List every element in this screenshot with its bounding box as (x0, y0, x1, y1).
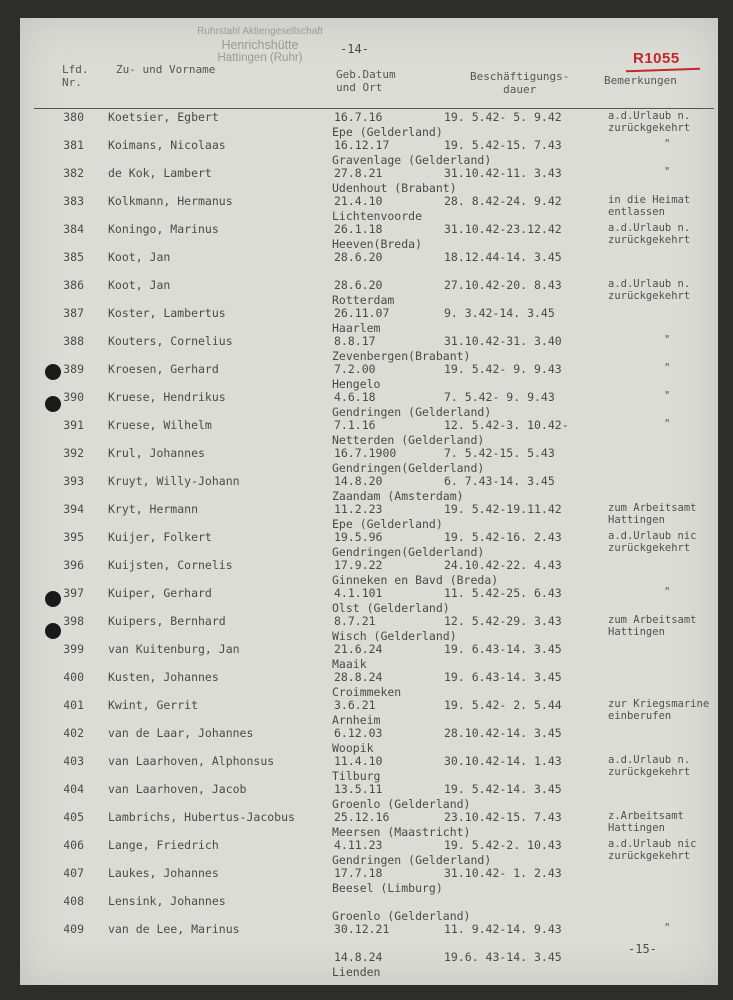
row-remark-line: zurückgekehrt (608, 122, 691, 134)
row-employment-period: 19. 6.43-14. 3.45 (444, 670, 562, 684)
row-name: van Laarhoven, Alphonsus (108, 754, 275, 768)
punch-hole (45, 364, 61, 380)
row-employment-period: 24.10.42-22. 4.43 (444, 558, 562, 572)
row-employment-period: 23.10.42-15. 7.43 (444, 810, 562, 824)
row-birth-place: Arnheim (332, 713, 381, 727)
row-remark-line: a.d.Urlaub nic (608, 838, 697, 850)
row-employment-period: 31.10.42-11. 3.43 (444, 166, 562, 180)
row-name: van Kuitenburg, Jan (108, 642, 240, 656)
row-name: Kuipers, Bernhard (108, 614, 226, 628)
table-row (20, 110, 718, 139)
table-row (20, 222, 718, 251)
table-row (20, 166, 718, 195)
row-name: Lambrichs, Hubertus-Jacobus (108, 810, 295, 824)
row-name: van Laarhoven, Jacob (108, 782, 247, 796)
row-name: Koot, Jan (108, 278, 171, 292)
row-remark-line: zur Kriegsmarine (608, 698, 710, 710)
header-divider (34, 108, 714, 109)
row-number: 389 (63, 362, 84, 376)
table-row (20, 446, 718, 475)
row-birth-date: 21.6.24 (334, 642, 383, 656)
row-name: Kusten, Johannes (108, 670, 219, 684)
row-remarks (608, 922, 670, 934)
row-number: 399 (63, 642, 84, 656)
row-number: 401 (63, 698, 84, 712)
row-number: 384 (63, 222, 84, 236)
row-remarks (608, 698, 709, 722)
header-employment-line2: dauer (503, 83, 537, 96)
row-remarks (608, 166, 670, 178)
row-birth-place: Maaik (332, 657, 367, 671)
row-number: 381 (63, 138, 84, 152)
table-row (20, 950, 718, 979)
row-employment-period: 19.6. 43-14. 3.45 (444, 950, 562, 964)
row-remarks (608, 418, 670, 430)
page-number-top: -14- (340, 42, 369, 56)
row-employment-period: 6. 7.43-14. 3.45 (444, 474, 555, 488)
row-birth-date: 16.7.16 (334, 110, 383, 124)
row-name: Kruese, Wilhelm (108, 418, 212, 432)
row-birth-place: Udenhout (Brabant) (332, 181, 457, 195)
table-row (20, 362, 718, 391)
row-birth-date: 21.4.10 (334, 194, 383, 208)
row-remark-line: Hattingen (608, 822, 665, 834)
row-birth-date: 27.8.21 (334, 166, 383, 180)
row-employment-period: 31.10.42-23.12.42 (444, 222, 562, 236)
row-birth-date: 26.1.18 (334, 222, 383, 236)
table-row (20, 586, 718, 615)
row-birth-place: Zaandam (Amsterdam) (332, 489, 464, 503)
row-birth-place: Gravenlage (Gelderland) (332, 153, 492, 167)
row-remark-line: zurückgekehrt (608, 766, 691, 778)
stamp-line-1: Ruhrstahl Aktiengesellschaft (197, 26, 323, 37)
row-employment-period: 7. 5.42- 9. 9.43 (444, 390, 555, 404)
header-nr-line2: Nr. (62, 76, 82, 89)
row-name: Kuijsten, Cornelis (108, 558, 233, 572)
header-name: Zu- und Vorname (116, 63, 216, 76)
row-birth-place: Haarlem (332, 321, 381, 335)
row-number: 400 (63, 670, 84, 684)
row-employment-period: 12. 5.42-3. 10.42- (444, 418, 569, 432)
row-remark-line: " (664, 166, 671, 178)
row-birth-place: Woopik (332, 741, 374, 755)
header-birth (336, 68, 396, 94)
row-birth-date: 28.6.20 (334, 278, 383, 292)
row-birth-place: Epe (Gelderland) (332, 125, 443, 139)
row-employment-period: 11. 9.42-14. 9.43 (444, 922, 562, 936)
row-number: 403 (63, 754, 84, 768)
row-employment-period: 28.10.42-14. 3.45 (444, 726, 562, 740)
row-birth-date: 13.5.11 (334, 782, 383, 796)
row-birth-place: Groenlo (Gelderland) (332, 797, 471, 811)
row-remarks (608, 530, 697, 554)
row-remarks (608, 334, 670, 346)
row-birth-place: Lichtenvoorde (332, 209, 423, 223)
row-birth-date: 7.2.00 (334, 362, 376, 376)
row-number: 393 (63, 474, 84, 488)
row-remark-line: " (664, 138, 671, 150)
row-name: Kroesen, Gerhard (108, 362, 219, 376)
row-birth-place: Tilburg (332, 769, 381, 783)
row-number: 406 (63, 838, 84, 852)
row-number: 397 (63, 586, 84, 600)
row-number: 387 (63, 306, 84, 320)
row-birth-place: Wisch (Gelderland) (332, 629, 457, 643)
row-birth-date: 25.12.16 (334, 810, 390, 824)
table-row (20, 866, 718, 895)
row-number: 395 (63, 530, 84, 544)
row-name: Lange, Friedrich (108, 838, 219, 852)
row-employment-period: 19. 5.42-14. 3.45 (444, 782, 562, 796)
row-remark-line: " (664, 418, 671, 430)
row-name: Koningo, Marinus (108, 222, 219, 236)
row-remarks (608, 138, 670, 150)
row-employment-period: 19. 5.42- 9. 9.43 (444, 362, 562, 376)
header-nr (62, 63, 89, 89)
row-birth-place: Epe (Gelderland) (332, 517, 443, 531)
row-employment-period: 19. 6.43-14. 3.45 (444, 642, 562, 656)
stamp-line-2: Henrichshütte (221, 37, 299, 52)
archive-number: R1055 (633, 50, 680, 67)
row-name: Kruyt, Willy-Johann (108, 474, 240, 488)
table-row (20, 614, 718, 643)
table-row (20, 194, 718, 223)
table-row (20, 334, 718, 363)
row-birth-date: 11.2.23 (334, 502, 383, 516)
punch-hole (45, 591, 61, 607)
row-remarks (608, 390, 670, 402)
row-number: 409 (63, 922, 84, 936)
header-employment (470, 70, 569, 96)
row-birth-place: Rotterdam (332, 293, 395, 307)
row-number: 404 (63, 782, 84, 796)
row-birth-date: 11.4.10 (334, 754, 383, 768)
row-birth-date: 7.1.16 (334, 418, 376, 432)
row-remark-line: a.d.Urlaub n. (608, 222, 691, 234)
row-employment-period: 19. 5.42-2. 10.43 (444, 838, 562, 852)
row-birth-date: 26.11.07 (334, 306, 390, 320)
table-row (20, 558, 718, 587)
row-employment-period: 30.10.42-14. 1.43 (444, 754, 562, 768)
row-birth-date: 19.5.96 (334, 530, 383, 544)
row-employment-period: 31.10.42- 1. 2.43 (444, 866, 562, 880)
header-employment-line1: Beschäftigungs- (470, 70, 570, 83)
row-birth-place: Gendringen(Gelderland) (332, 461, 485, 475)
table-row (20, 922, 718, 942)
row-employment-period: 9. 3.42-14. 3.45 (444, 306, 555, 320)
row-remarks (608, 586, 670, 598)
row-remark-line: z.Arbeitsamt (608, 810, 684, 822)
header-birth-line2: und Ort (336, 81, 383, 94)
row-name: de Kok, Lambert (108, 166, 212, 180)
row-remark-line: zurückgekehrt (608, 850, 691, 862)
header-nr-line1: Lfd. (62, 63, 89, 76)
header-remarks: Bemerkungen (604, 74, 677, 87)
row-remarks (608, 362, 670, 374)
row-number: 380 (63, 110, 84, 124)
punch-hole (45, 396, 61, 412)
row-name: Koimans, Nicolaas (108, 138, 226, 152)
row-employment-period: 19. 5.42-19.11.42 (444, 502, 562, 516)
table-row (20, 530, 718, 559)
row-name: Koot, Jan (108, 250, 171, 264)
row-birth-date: 8.8.17 (334, 334, 376, 348)
table-row (20, 474, 718, 503)
row-number: 402 (63, 726, 84, 740)
row-number: 392 (63, 446, 84, 460)
row-number: 382 (63, 166, 84, 180)
row-employment-period: 11. 5.42-25. 6.43 (444, 586, 562, 600)
row-birth-place: Heeven(Breda) (332, 237, 423, 251)
row-remark-line: in die Heimat (608, 194, 691, 206)
row-number: 408 (63, 894, 84, 908)
row-remark-line: einberufen (608, 710, 672, 722)
table-row (20, 502, 718, 531)
row-number: 385 (63, 250, 84, 264)
row-birth-date: 3.6.21 (334, 698, 376, 712)
row-remarks (608, 838, 697, 862)
table-row (20, 250, 718, 270)
row-number: 407 (63, 866, 84, 880)
row-remark-line: zurückgekehrt (608, 542, 691, 554)
table-row (20, 810, 718, 839)
table-row (20, 782, 718, 811)
row-number: 405 (63, 810, 84, 824)
row-remarks (608, 810, 684, 834)
row-employment-period: 18.12.44-14. 3.45 (444, 250, 562, 264)
stamp-line-3: Hattingen (Ruhr) (217, 51, 303, 64)
row-birth-place: Groenlo (Gelderland) (332, 909, 471, 923)
row-birth-date: 28.6.20 (334, 250, 383, 264)
table-row (20, 306, 718, 335)
row-birth-place: Gendringen (Gelderland) (332, 405, 492, 419)
row-name: Kruese, Hendrikus (108, 390, 226, 404)
row-remarks (608, 614, 697, 638)
row-remark-line: Hattingen (608, 514, 665, 526)
row-birth-place: Zevenbergen(Brabant) (332, 349, 471, 363)
row-name: Kuijer, Folkert (108, 530, 212, 544)
row-remarks (608, 754, 690, 778)
row-name: Koster, Lambertus (108, 306, 226, 320)
row-name: Kuiper, Gerhard (108, 586, 212, 600)
row-remarks (608, 194, 690, 218)
row-remarks (608, 110, 690, 134)
row-employment-period: 27.10.42-20. 8.43 (444, 278, 562, 292)
table-row (20, 418, 718, 447)
row-employment-period: 19. 5.42-16. 2.43 (444, 530, 562, 544)
row-name: Krul, Johannes (108, 446, 205, 460)
row-remarks (608, 278, 690, 302)
row-birth-date: 4.6.18 (334, 390, 376, 404)
row-number: 390 (63, 390, 84, 404)
row-employment-period: 19. 5.42-15. 7.43 (444, 138, 562, 152)
row-birth-date: 4.1.101 (334, 586, 383, 600)
row-employment-period: 7. 5.42-15. 5.43 (444, 446, 555, 460)
table-row (20, 754, 718, 783)
row-remark-line: zurückgekehrt (608, 234, 691, 246)
row-birth-place: Hengelo (332, 377, 381, 391)
row-birth-place: Croimmeken (332, 685, 402, 699)
row-employment-period: 28. 8.42-24. 9.42 (444, 194, 562, 208)
row-birth-date: 30.12.21 (334, 922, 390, 936)
row-name: Lensink, Johannes (108, 894, 226, 908)
row-name: Kwint, Gerrit (108, 698, 199, 712)
row-birth-date: 6.12.03 (334, 726, 383, 740)
row-name: Kolkmann, Hermanus (108, 194, 233, 208)
table-row (20, 838, 718, 867)
row-birth-date: 14.8.24 (334, 950, 383, 964)
row-birth-date: 16.7.1900 (334, 446, 397, 460)
row-name: van de Lee, Marinus (108, 922, 240, 936)
row-birth-date: 17.9.22 (334, 558, 383, 572)
header-birth-line1: Geb.Datum (336, 68, 396, 81)
row-remark-line: " (664, 362, 671, 374)
row-number: 396 (63, 558, 84, 572)
row-remark-line: a.d.Urlaub n. (608, 110, 691, 122)
row-remark-line: a.d.Urlaub nic (608, 530, 697, 542)
row-number: 398 (63, 614, 84, 628)
row-employment-period: 19. 5.42- 2. 5.44 (444, 698, 562, 712)
row-remark-line: zum Arbeitsamt (608, 614, 697, 626)
row-birth-date: 14.8.20 (334, 474, 383, 488)
row-birth-date: 8.7.21 (334, 614, 376, 628)
table-row (20, 670, 718, 699)
row-remark-line: " (664, 334, 671, 346)
row-number: 383 (63, 194, 84, 208)
row-number: 391 (63, 418, 84, 432)
row-employment-period: 19. 5.42- 5. 9.42 (444, 110, 562, 124)
row-remark-line: Hattingen (608, 626, 665, 638)
row-number: 386 (63, 278, 84, 292)
page-number-bottom: -15- (628, 942, 657, 956)
row-number: 388 (63, 334, 84, 348)
row-birth-date: 28.8.24 (334, 670, 383, 684)
row-name: Kryt, Hermann (108, 502, 199, 516)
row-remark-line: entlassen (608, 206, 665, 218)
row-birth-place: Ginneken en Bavd (Breda) (332, 573, 499, 587)
table-row (20, 894, 718, 923)
row-remark-line: " (664, 586, 671, 598)
row-remark-line: a.d.Urlaub n. (608, 754, 691, 766)
row-birth-place: Meersen (Maastricht) (332, 825, 471, 839)
table-row (20, 642, 718, 671)
row-remark-line: " (664, 922, 671, 934)
row-birth-place: Gendringen (Gelderland) (332, 853, 492, 867)
document-sheet (20, 18, 718, 985)
row-birth-place: Gendringen(Gelderland) (332, 545, 485, 559)
row-name: Koetsier, Egbert (108, 110, 219, 124)
punch-hole (45, 623, 61, 639)
table-row (20, 390, 718, 419)
row-birth-date: 16.12.17 (334, 138, 390, 152)
row-birth-place: Lienden (332, 965, 381, 979)
row-birth-place: Netterden (Gelderland) (332, 433, 485, 447)
row-remark-line: " (664, 390, 671, 402)
row-birth-date: 17.7.18 (334, 866, 383, 880)
company-stamp (180, 26, 340, 65)
row-employment-period: 31.10.42-31. 3.40 (444, 334, 562, 348)
row-remark-line: zurückgekehrt (608, 290, 691, 302)
row-remark-line: a.d.Urlaub n. (608, 278, 691, 290)
archive-underline (626, 68, 700, 73)
row-birth-place: Beesel (Limburg) (332, 881, 443, 895)
row-name: Kouters, Cornelius (108, 334, 233, 348)
row-birth-place: Olst (Gelderland) (332, 601, 450, 615)
row-name: van de Laar, Johannes (108, 726, 254, 740)
row-name: Laukes, Johannes (108, 866, 219, 880)
row-employment-period: 12. 5.42-29. 3.43 (444, 614, 562, 628)
row-birth-date: 4.11.23 (334, 838, 383, 852)
row-remarks (608, 222, 690, 246)
table-row (20, 138, 718, 167)
table-row (20, 726, 718, 755)
row-remarks (608, 502, 697, 526)
row-remark-line: zum Arbeitsamt (608, 502, 697, 514)
table-row (20, 278, 718, 307)
table-row (20, 698, 718, 727)
row-number: 394 (63, 502, 84, 516)
